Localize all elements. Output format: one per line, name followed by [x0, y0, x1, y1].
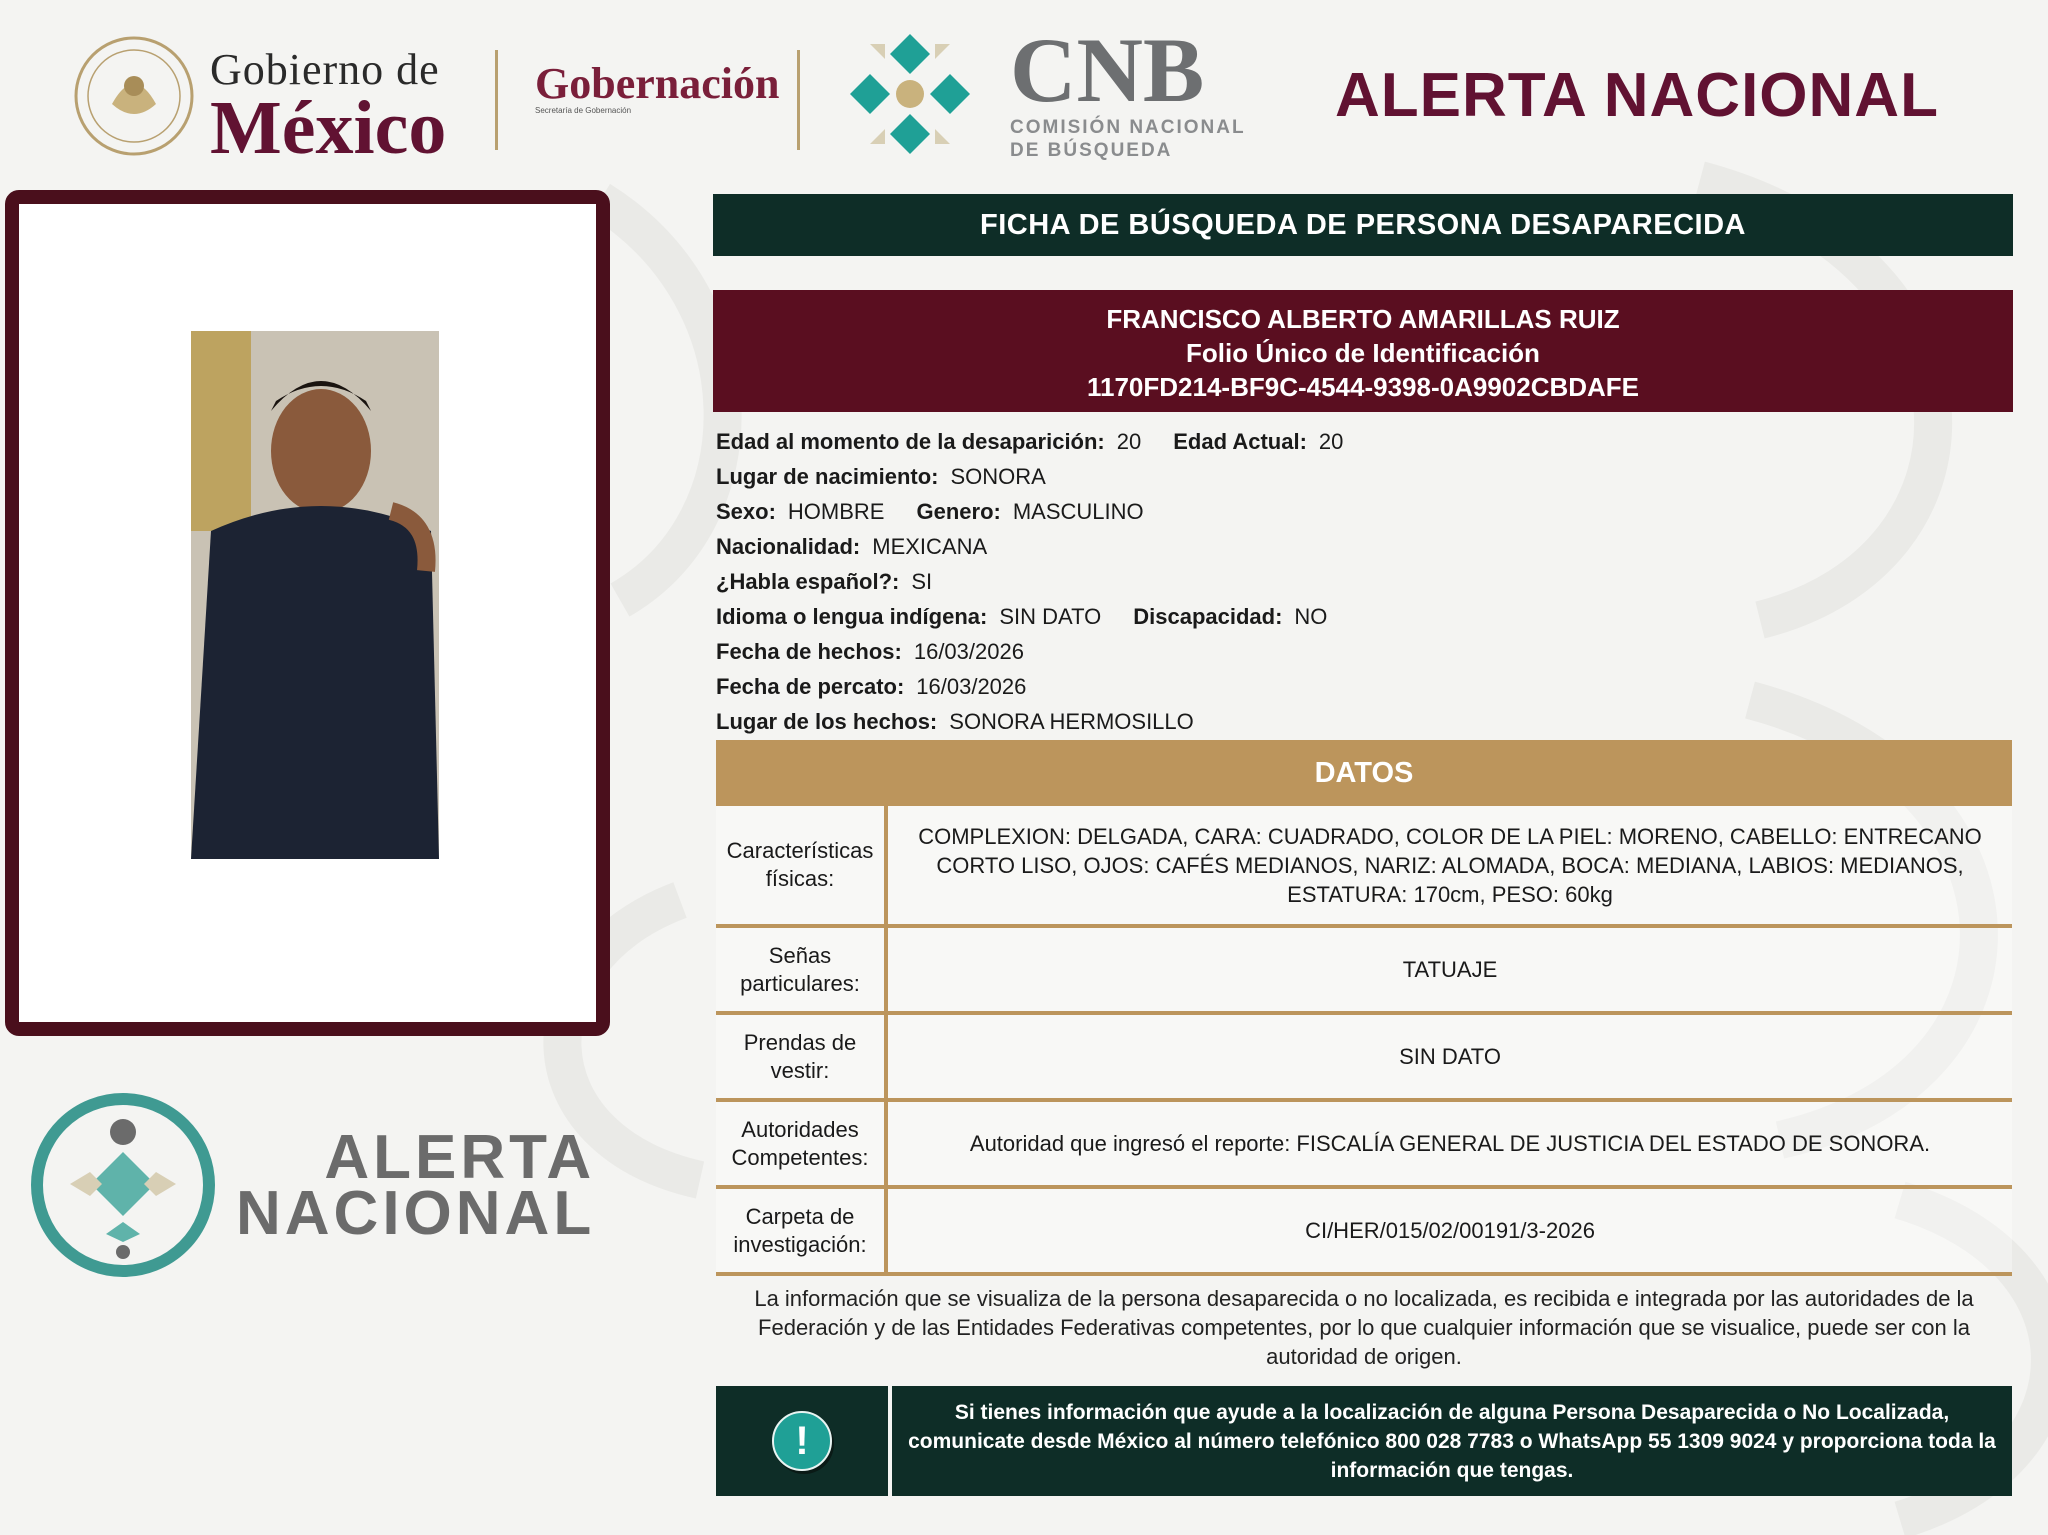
table-label: Autoridades Competentes: — [716, 1102, 888, 1185]
contact-icon-cell — [716, 1386, 892, 1496]
gobernacion-logo — [535, 59, 780, 116]
genero-value: MASCULINO — [1012, 499, 1144, 524]
gobernacion-title: Gobernación — [535, 59, 780, 108]
lugar-nacimiento-label: Lugar de nacimiento: — [716, 464, 939, 489]
contact-text: Si tienes información que ayude a la localización de alguna Persona Desaparecida o No Localizada, comunicate desde México al número telefónico 800 028 7783 o WhatsApp 55 1309 9024 y proporciona toda la información que tengas. — [908, 1400, 1996, 1482]
cnb-wordmark — [1010, 19, 1246, 162]
disclaimer-text: La información que se visualiza de la persona desaparecida o no localizada, es recibida e integrada por las autoridades de la Federación y de las Entidades Federativas competentes, por lo que cualquier información que se visualice, puede ser con la autoridad de origen. — [754, 1286, 1974, 1369]
fecha-percato-label: Fecha de percato: — [716, 674, 905, 699]
table-row — [716, 1189, 2012, 1276]
table-row — [716, 1015, 2012, 1102]
alerta-nacional-title: ALERTA NACIONAL — [1335, 61, 1939, 130]
info-row-idioma — [716, 599, 2016, 634]
gobierno-de-mexico-logo — [210, 45, 447, 170]
habla-label: ¿Habla español?: — [716, 569, 900, 594]
fecha-hechos-value: 16/03/2026 — [913, 639, 1024, 664]
table-row — [716, 928, 2012, 1015]
exclamation-icon: ! — [772, 1411, 832, 1471]
fecha-percato-value: 16/03/2026 — [916, 674, 1027, 699]
genero-label: Genero: — [916, 499, 1001, 524]
table-value: CI/HER/015/02/00191/3-2026 — [1305, 1218, 1595, 1243]
nacionalidad-value: MEXICANA — [872, 534, 988, 559]
discapacidad-label: Discapacidad: — [1133, 604, 1283, 629]
table-label: Prendas de vestir: — [716, 1015, 888, 1098]
person-info — [716, 424, 2016, 739]
gob-line2: México — [210, 86, 447, 170]
mexico-seal-icon — [72, 34, 196, 158]
idioma-label: Idioma o lengua indígena: — [716, 604, 988, 629]
table-value: Autoridad que ingresó el reporte: FISCALÍA GENERAL DE JUSTICIA DEL ESTADO DE SONORA. — [969, 1131, 1931, 1156]
table-value: COMPLEXION: DELGADA, CARA: CUADRADO, COLOR DE LA PIEL: MORENO, CABELLO: ENTRECANO CORTO LISO, OJOS: CAFÉS MEDIANOS, NARIZ: ALOMADA, BOCA: MEDIANA, LABIOS: MEDIANOS, ESTATURA: 170cm, PESO: 60kg — [918, 823, 1982, 907]
header-divider — [495, 50, 498, 150]
edad-desaparicion-label: Edad al momento de la desaparición: — [716, 429, 1105, 454]
lugar-hechos-label: Lugar de los hechos: — [716, 709, 938, 734]
cnb-logo-icon — [830, 14, 990, 174]
table-label: Señas particulares: — [716, 928, 888, 1011]
info-row-habla — [716, 564, 2016, 599]
table-row — [716, 1102, 2012, 1189]
datos-title: DATOS — [716, 740, 2012, 806]
alerta-nacional-logo-icon — [30, 1092, 216, 1278]
cnb-title: CNB — [1010, 19, 1205, 121]
cnb-subtitle-1: COMISIÓN NACIONAL — [1010, 117, 1246, 138]
table-row — [716, 806, 2012, 928]
cnb-subtitle-2: DE BÚSQUEDA — [1010, 140, 1173, 161]
person-photo — [191, 331, 439, 859]
edad-actual-value: 20 — [1318, 429, 1344, 454]
gob-line1: Gobierno de — [210, 45, 440, 94]
an-line2: NACIONAL — [236, 1179, 596, 1248]
table-value: SIN DATO — [1399, 1044, 1501, 1069]
an-line1: ALERTA — [324, 1123, 596, 1192]
alerta-nacional-wordmark — [236, 1123, 596, 1248]
info-row-nacimiento — [716, 459, 2016, 494]
info-row-nacionalidad — [716, 529, 2016, 564]
folio-value: 1170FD214-BF9C-4544-9398-0A9902CBDAFE — [1086, 372, 1640, 402]
datos-table — [716, 806, 2012, 1276]
table-value: TATUAJE — [1402, 957, 1498, 982]
habla-value: SI — [911, 569, 933, 594]
table-label: Carpeta de investigación: — [716, 1189, 888, 1272]
edad-actual-label: Edad Actual: — [1173, 429, 1307, 454]
header-divider — [797, 50, 800, 150]
ficha-title: FICHA DE BÚSQUEDA DE PERSONA DESAPARECIDA — [713, 194, 2013, 256]
info-row-fecha-hechos — [716, 634, 2016, 669]
info-row-edad — [716, 424, 2016, 459]
lugar-nacimiento-value: SONORA — [950, 464, 1046, 489]
nacionalidad-label: Nacionalidad: — [716, 534, 861, 559]
folio-label: Folio Único de Identificación — [1186, 338, 1540, 368]
idioma-value: SIN DATO — [999, 604, 1102, 629]
info-row-fecha-percato — [716, 669, 2016, 704]
info-row-sexo — [716, 494, 2016, 529]
fecha-hechos-label: Fecha de hechos: — [716, 639, 902, 664]
person-name-box — [713, 290, 2013, 412]
gobernacion-subtitle: Secretaría de Gobernación — [535, 106, 632, 115]
person-name: FRANCISCO ALBERTO AMARILLAS RUIZ — [1106, 304, 1620, 334]
discapacidad-value: NO — [1294, 604, 1328, 629]
sexo-label: Sexo: — [716, 499, 776, 524]
lugar-hechos-value: SONORA HERMOSILLO — [949, 709, 1194, 734]
contact-box — [716, 1386, 2012, 1496]
edad-desaparicion-value: 20 — [1116, 429, 1142, 454]
info-row-lugar-hechos — [716, 704, 2016, 739]
sexo-value: HOMBRE — [787, 499, 885, 524]
table-label: Características físicas: — [716, 806, 888, 924]
